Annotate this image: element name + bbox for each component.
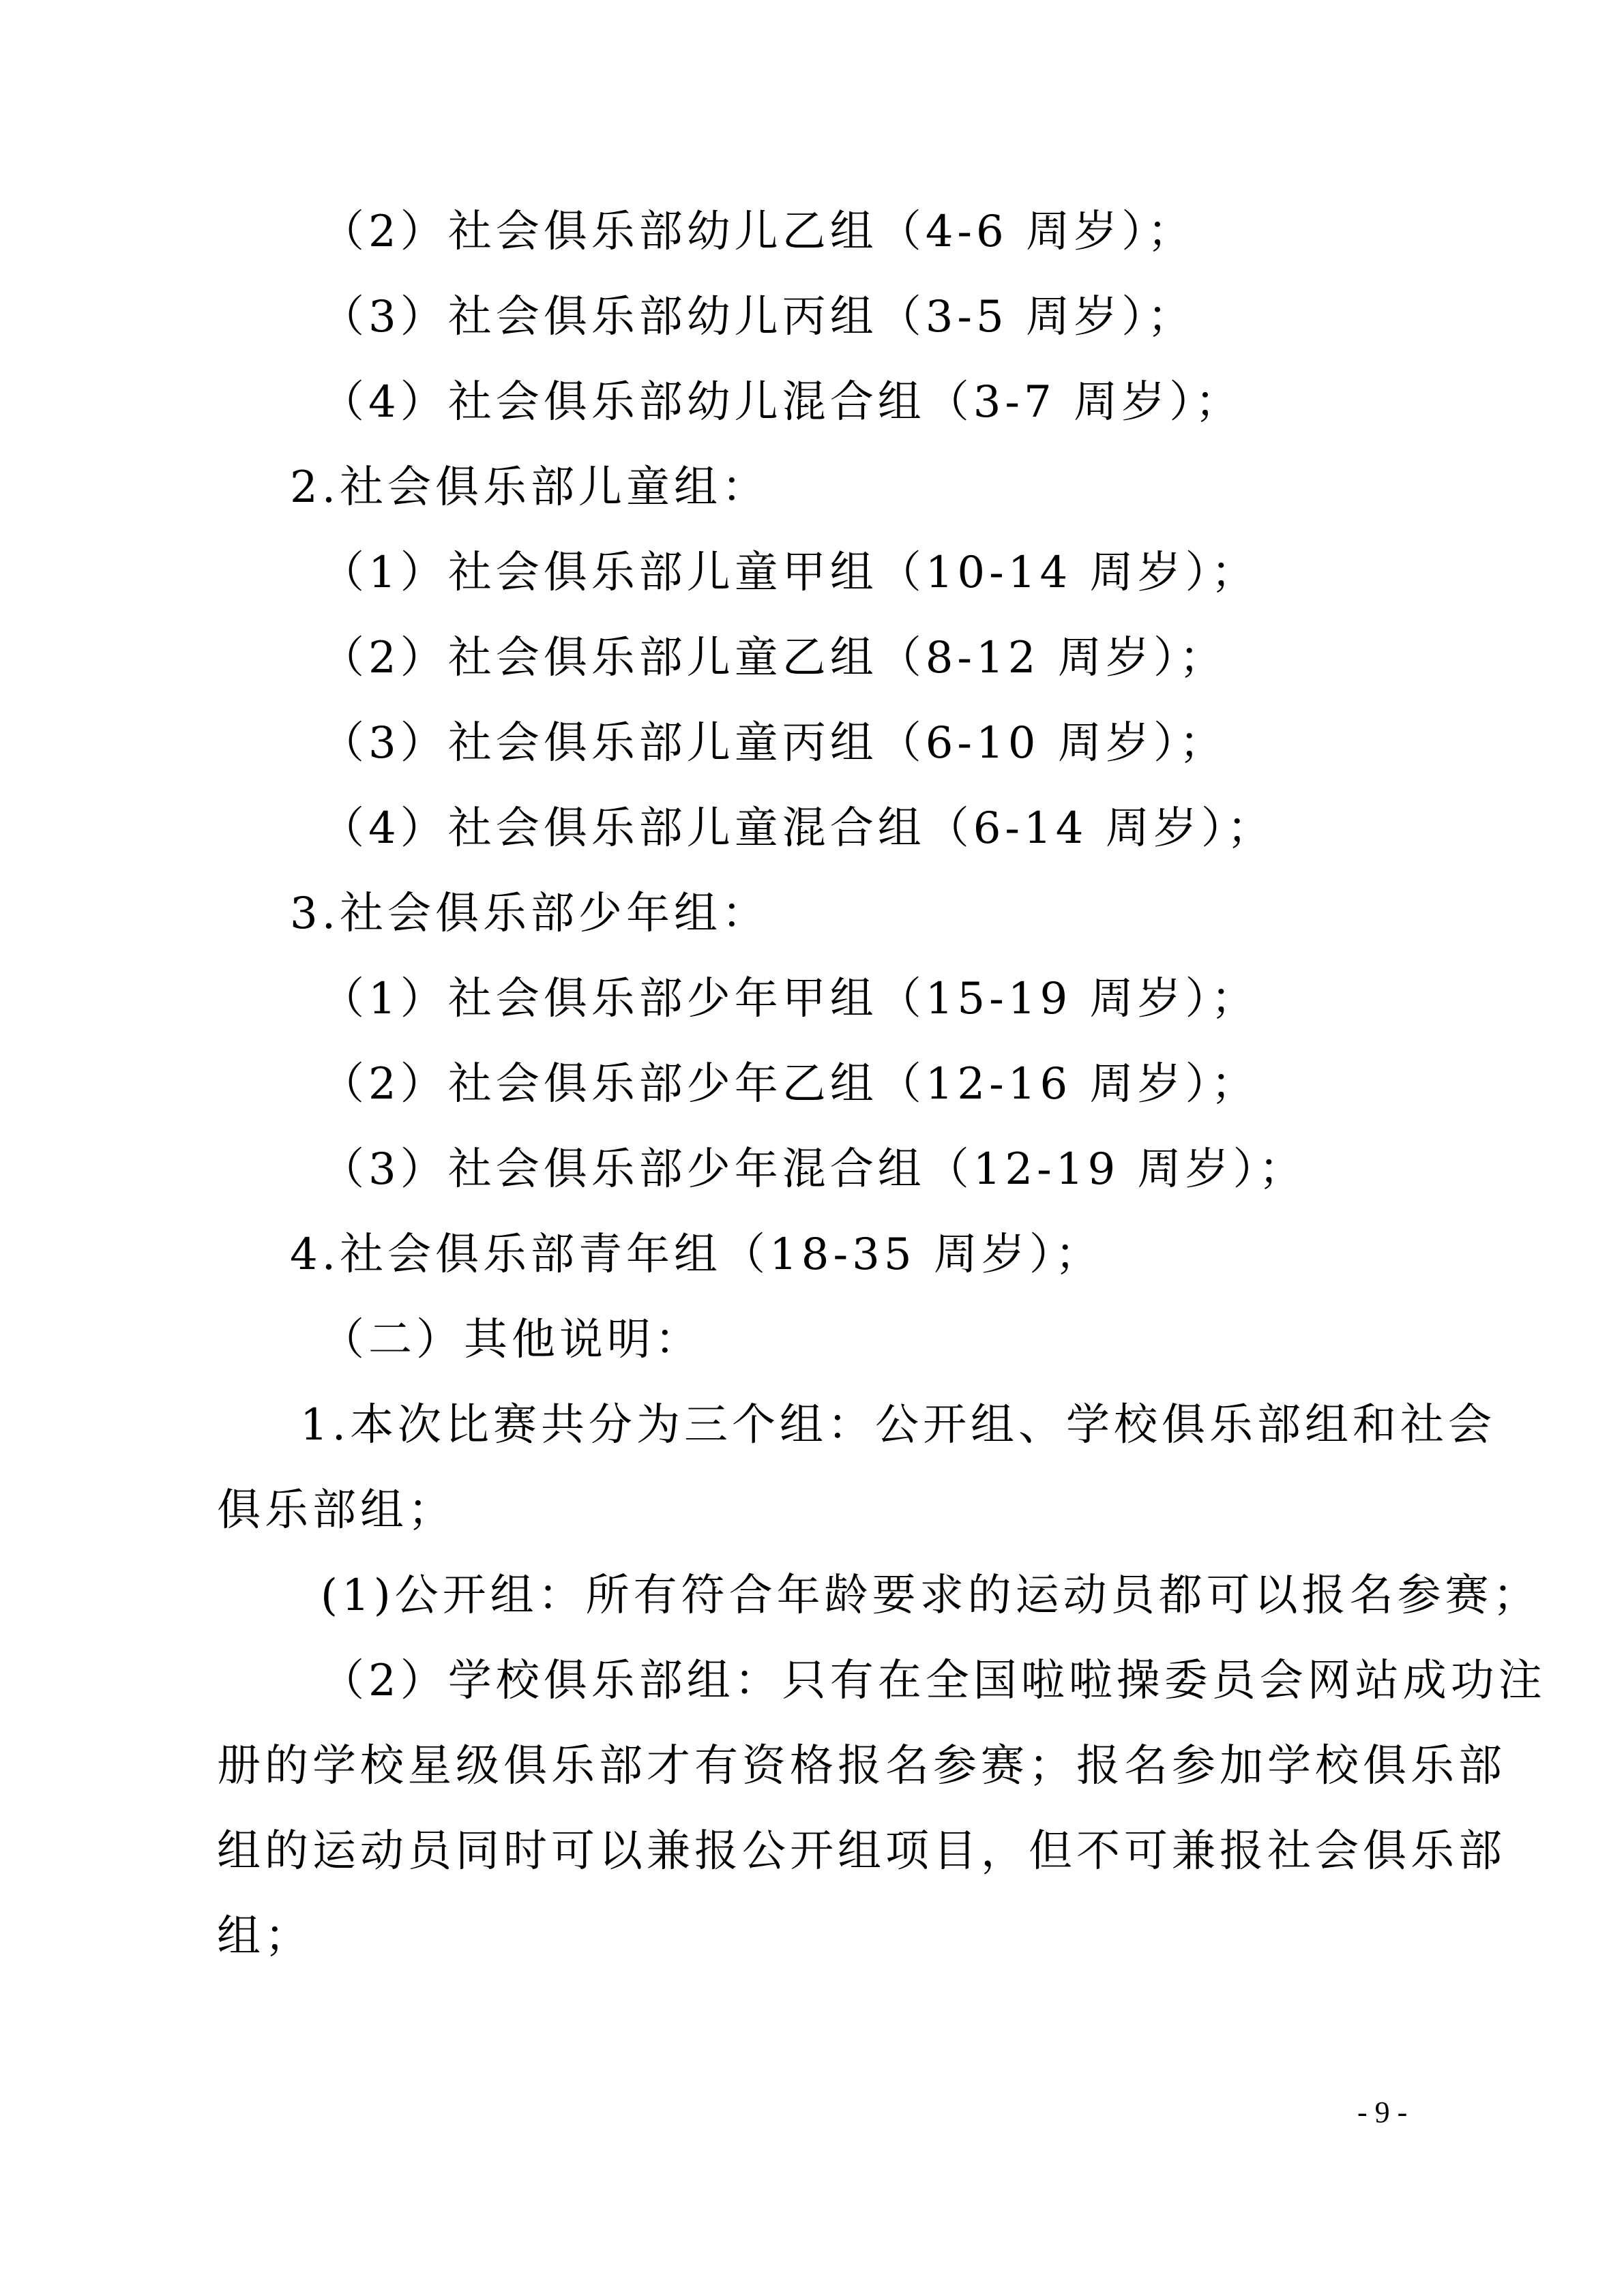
text-line-16: 俱乐部组； — [217, 1485, 456, 1536]
text-line-17: (1)公开组：所有符合年龄要求的运动员都可以报名参赛； — [321, 1570, 1541, 1621]
text-line-21: 组； — [217, 1911, 312, 1962]
text-line-15: 1.本次比赛共分为三个组：公开组、学校俱乐部组和社会 — [300, 1400, 1496, 1450]
text-line-13: 4.社会俱乐部青年组（18-35 周岁）； — [290, 1229, 1103, 1280]
text-line-1: （2）社会俱乐部幼儿乙组（4-6 周岁）； — [321, 207, 1196, 257]
page-number: - 9 - — [1357, 2096, 1408, 2129]
text-line-5: （1）社会俱乐部儿童甲组（10-14 周岁）； — [321, 548, 1259, 598]
text-line-6: （2）社会俱乐部儿童乙组（8-12 周岁）； — [321, 633, 1227, 683]
text-line-19: 册的学校星级俱乐部才有资格报名参赛；报名参加学校俱乐部 — [217, 1741, 1506, 1791]
section-heading-other-notes: （二）其他说明： — [321, 1315, 703, 1365]
text-line-18: （2）学校俱乐部组：只有在全国啦啦操委员会网站成功注 — [321, 1656, 1546, 1706]
text-line-10: （1）社会俱乐部少年甲组（15-19 周岁）； — [321, 974, 1259, 1024]
text-line-7: （3）社会俱乐部儿童丙组（6-10 周岁）； — [321, 718, 1227, 769]
text-line-8: （4）社会俱乐部儿童混合组（6-14 周岁）； — [321, 803, 1275, 854]
text-line-9: 3.社会俱乐部少年组： — [290, 889, 770, 939]
text-line-11: （2）社会俱乐部少年乙组（12-16 周岁）； — [321, 1059, 1259, 1109]
text-line-12: （3）社会俱乐部少年混合组（12-19 周岁）； — [321, 1144, 1307, 1195]
text-line-3: （4）社会俱乐部幼儿混合组（3-7 周岁）； — [321, 377, 1243, 428]
text-line-2: （3）社会俱乐部幼儿丙组（3-5 周岁）； — [321, 292, 1196, 342]
text-line-20: 组的运动员同时可以兼报公开组项目，但不可兼报社会俱乐部 — [217, 1826, 1506, 1877]
text-line-4: 2.社会俱乐部儿童组： — [290, 462, 770, 513]
